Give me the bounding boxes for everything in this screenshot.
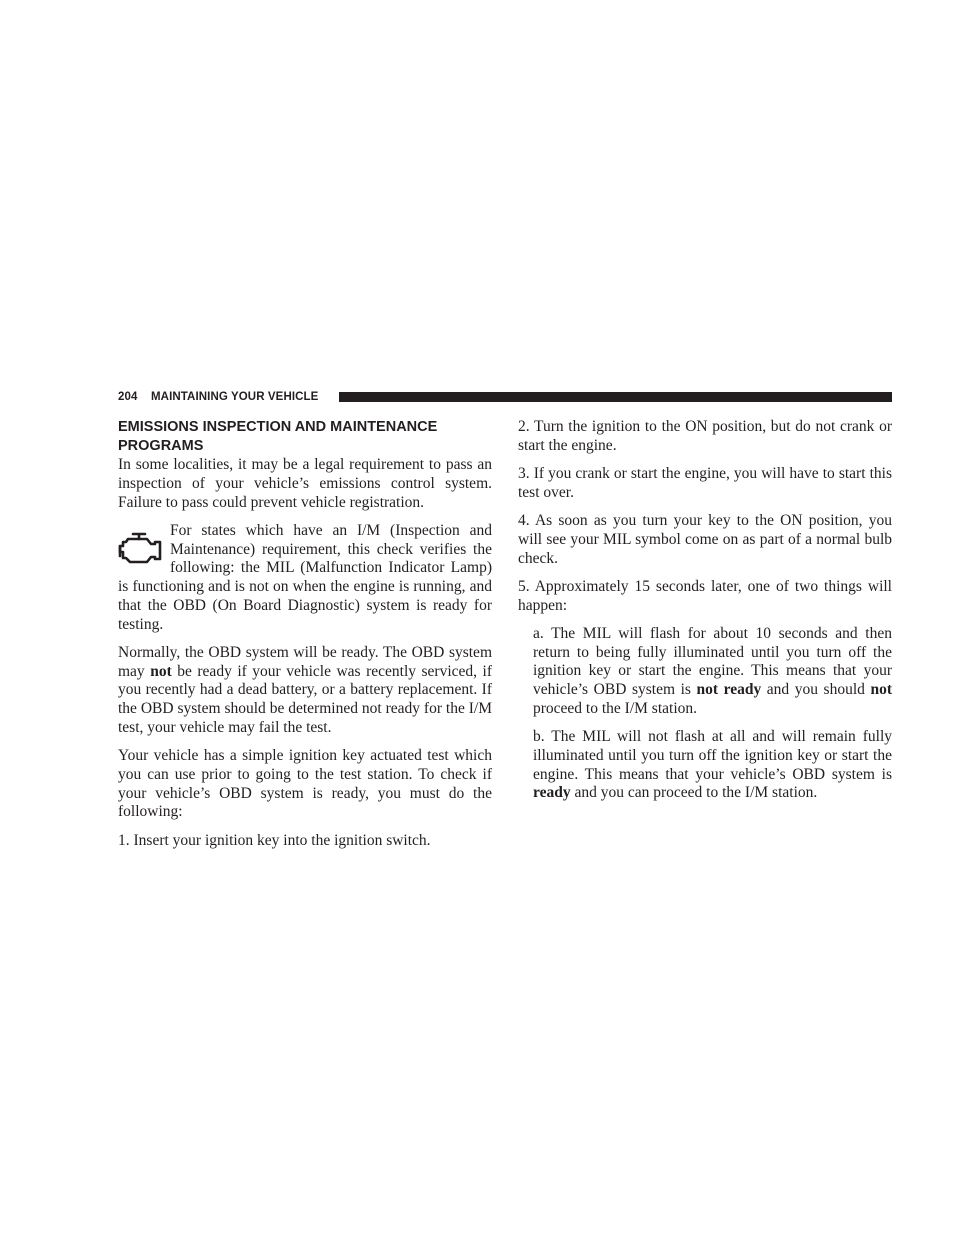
step-5b-text-2: and you can proceed to the I/M station. xyxy=(570,784,818,802)
step-5a-text-2: and you should xyxy=(761,681,871,698)
step-1: 1. Insert your ignition key into the ignition switch. xyxy=(118,831,431,849)
obd-text-1: Normally, the OBD system will be ready. The OBD system may xyxy=(118,643,492,680)
page-header xyxy=(118,390,892,404)
step-5b xyxy=(533,728,892,803)
mil-paragraph-block xyxy=(118,522,492,635)
step-5a-text-3: proceed to the I/M station. xyxy=(533,699,697,717)
step-5b-text-1: b. The MIL will not flash at all and will remain fully illuminated until you turn off the ignition key or start the engine. This means that your vehicle’s OBD system is xyxy=(533,728,892,783)
step-5: 5. Approximately 15 seconds later, one of two things will happen: xyxy=(518,577,892,614)
obd-bold-not: not xyxy=(150,662,172,680)
step-4: 4. As soon as you turn your key to the ON position, you will see your MIL symbol come on as part of a normal bulb check. xyxy=(518,512,892,567)
step-5a-bold-not-ready: not ready xyxy=(696,681,762,698)
step-5a-text-1: a. The MIL will flash for about 10 seconds and then return to being fully illuminated until you turn off the ignition key or start the engine. This means that your vehicle’s OBD system is xyxy=(533,624,892,698)
key-test-paragraph: Your vehicle has a simple ignition key actuated test which you can use prior to going to the test station. To check if your vehicle’s OBD system is ready, you must do the following: xyxy=(118,747,492,821)
obd-ready-paragraph xyxy=(118,644,492,738)
step-2: 2. Turn the ignition to the ON position, but do not crank or start the engine. xyxy=(518,418,892,454)
heading-line-1: EMISSIONS INSPECTION AND MAINTENANCE xyxy=(118,419,438,435)
step-5a xyxy=(533,625,892,719)
section-heading xyxy=(118,418,492,456)
header-rule xyxy=(339,392,892,402)
section-title: MAINTAINING YOUR VEHICLE xyxy=(151,391,319,403)
obd-text-2: be ready if your vehicle was recently serviced, if you recently had a dead battery, or a battery replacement. If the OBD system should be determined not ready for the I/M test, your vehicle may fail the test. xyxy=(118,662,493,736)
im-requirement-paragraph: For states which have an I/M (Inspection and Maintenance) requirement, this check verifies the following: the MIL (Malfunction Indicator Lamp) is functioning and is not on when the engine is running, and that the OBD (On Board Diagnostic) system is ready for testing. xyxy=(118,521,492,633)
intro-paragraph: In some localities, it may be a legal requirement to pass an inspection of your vehicle’s emissions control system. Failure to pass could prevent vehicle registration. xyxy=(118,456,492,511)
step-5a-bold-not: not xyxy=(870,681,892,698)
right-column xyxy=(518,418,892,813)
left-column xyxy=(118,418,492,860)
page-number: 204 xyxy=(118,391,138,403)
heading-line-2: PROGRAMS xyxy=(118,438,204,454)
step-5b-bold-ready: ready xyxy=(533,784,571,802)
step-3: 3. If you crank or start the engine, you will have to start this test over. xyxy=(518,465,892,501)
check-engine-icon xyxy=(118,530,164,566)
